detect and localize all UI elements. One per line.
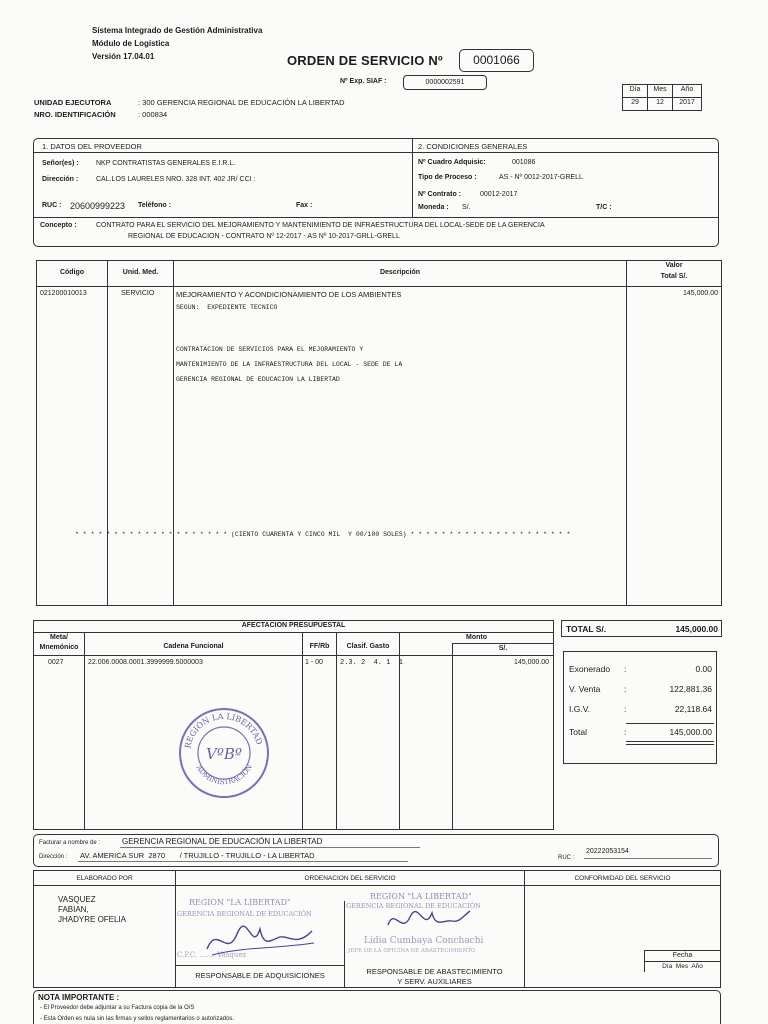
signature-table bbox=[33, 870, 721, 988]
venta-sep: : bbox=[624, 684, 627, 694]
stamp-2-line2: GERENCIA REGIONAL DE EDUCACIÓN bbox=[346, 902, 481, 910]
igv-sep: : bbox=[624, 704, 627, 714]
igv-value: 22,118.64 bbox=[674, 704, 712, 714]
system-name: Sistema Integrado de Gestión Administrativa bbox=[92, 26, 263, 35]
invoice-ruc: 20222053154 bbox=[586, 848, 629, 855]
budget-ff: 1 - 00 bbox=[305, 659, 323, 666]
vb-stamp-center: VºBº bbox=[206, 745, 242, 763]
resp-abastecimiento-2: Y SERV. AUXILIARES bbox=[397, 977, 472, 986]
siaf-box bbox=[403, 75, 487, 90]
budget-clasif-header: Clasif. Gasto bbox=[346, 643, 390, 650]
provider-address-label: Dirección : bbox=[42, 176, 79, 183]
invoice-to-label: Facturar a nombre de : bbox=[39, 840, 101, 846]
budget-table bbox=[33, 620, 554, 830]
breakdown-total-value: 145,000.00 bbox=[669, 727, 712, 737]
moneda-label: Moneda : bbox=[418, 204, 449, 211]
provider-ruc: 20600999223 bbox=[70, 201, 126, 211]
invoice-to-box bbox=[33, 834, 719, 867]
siaf-label: Nº Exp. SIAF : bbox=[340, 78, 387, 85]
vb-stamp-ring-text: REGIÓN LA LIBERTAD bbox=[183, 711, 264, 750]
date-year-header: Año bbox=[680, 86, 694, 93]
stamp-1-line3: C.P.C. ....... Vasquez bbox=[177, 951, 247, 959]
module-name: Módulo de Logística bbox=[92, 39, 170, 48]
item-valor: 145,000.00 bbox=[682, 290, 718, 297]
item-desc-line1: SEGUN: EXPEDIENTE TECNICO bbox=[176, 304, 278, 311]
date-year: 2017 bbox=[679, 99, 695, 106]
budget-heading: AFECTACION PRESUPUESTAL bbox=[241, 622, 346, 629]
budget-monto-header: Monto bbox=[466, 634, 487, 641]
stamp-2-line1: REGIÓN "LA LIBERTAD" bbox=[370, 892, 472, 901]
invoice-to-name: GERENCIA REGIONAL DE EDUCACIÓN LA LIBERTAD bbox=[122, 837, 323, 846]
nota-heading: NOTA IMPORTANTE : bbox=[38, 993, 120, 1002]
vb-stamp-sub-text: ADMINISTRACIÓN bbox=[194, 763, 255, 787]
item-desc-line4: GERENCIA REGIONAL DE EDUCACION LA LIBERTAD bbox=[176, 376, 340, 383]
col-unid: Unid. Med. bbox=[122, 269, 159, 276]
item-desc-title: MEJORAMIENTO Y ACONDICIONAMIENTO DE LOS AMBIENTES bbox=[176, 290, 402, 299]
fecha-sub-label: Día Mes Año bbox=[662, 963, 703, 970]
provider-ruc-label: RUC : bbox=[42, 202, 62, 209]
order-number: 0001066 bbox=[473, 53, 520, 67]
invoice-ruc-label: RUC : bbox=[558, 855, 575, 861]
nota-line1: - El Proveedor debe adjuntar a su Factura copia de la O/S bbox=[40, 1005, 195, 1011]
ordenacion-header: ORDENACION DEL SERVICIO bbox=[304, 875, 396, 882]
total-box bbox=[561, 620, 722, 637]
order-title: ORDEN DE SERVICIO Nº bbox=[287, 53, 443, 68]
unit-exec-value: : 300 GERENCIA REGIONAL DE EDUCACIÓN LA LIBERTAD bbox=[138, 98, 345, 107]
stamp-1-line1: REGIÓN "LA LIBERTAD" bbox=[189, 898, 291, 907]
stamp-1-line2: GERENCIA REGIONAL DE EDUCACIÓN bbox=[177, 910, 312, 918]
elaborado-name-3: JHADYRE OFELIA bbox=[58, 915, 127, 924]
resp-abastecimiento-1: RESPONSABLE DE ABASTECIMIENTO bbox=[366, 967, 503, 976]
order-number-box bbox=[459, 49, 534, 72]
unit-id-label: NRO. IDENTIFICACIÓN bbox=[34, 110, 116, 119]
svg-text:REGIÓN LA LIBERTAD bbox=[183, 712, 264, 749]
version-label: Versión 17.04.01 bbox=[92, 52, 155, 61]
elaborado-name-1: VASQUEZ bbox=[58, 895, 96, 904]
venta-value: 122,881.36 bbox=[669, 684, 712, 694]
provider-conditions-box bbox=[33, 138, 719, 247]
date-month-header: Mes bbox=[653, 86, 667, 93]
budget-soles-header: S/. bbox=[498, 645, 508, 652]
col-codigo: Código bbox=[59, 269, 85, 276]
col-descripcion: Descripción bbox=[379, 269, 421, 276]
budget-meta-header: Meta/ bbox=[50, 634, 68, 641]
signature-2-icon bbox=[384, 905, 474, 939]
signature-1-icon bbox=[202, 919, 322, 959]
venta-label: V. Venta bbox=[569, 684, 601, 694]
provider-address: CAL.LOS LAURELES NRO. 328 INT. 402 JR/ CCI : bbox=[96, 176, 256, 183]
totals-breakdown bbox=[563, 651, 717, 764]
conformidad-header: CONFORMIDAD DEL SERVICIO bbox=[574, 875, 671, 882]
amount-in-words: * * * * * * * * * * * * * * * * * * * * (CIENTO CUARENTA Y CINCO MIL Y 00/100 SOLES) * * * * * * * * * * * * * * * * * * * * * bbox=[75, 531, 571, 538]
invoice-address-label: Dirección : bbox=[39, 854, 68, 860]
breakdown-total-label: Total bbox=[569, 727, 587, 737]
date-month: 12 bbox=[656, 99, 664, 106]
elaborado-name-2: FABIAN, bbox=[58, 905, 89, 914]
tipo-proceso-value: AS - Nº 0012-2017-GRELL bbox=[499, 174, 583, 181]
stamp-2-line3: Lidia Cumbaya Conchachi bbox=[364, 936, 484, 946]
exonerado-label: Exonerado bbox=[569, 664, 611, 674]
date-day: 29 bbox=[631, 99, 639, 106]
contrato-label: Nº Contrato : bbox=[418, 191, 461, 198]
conditions-heading: 2. CONDICIONES GENERALES bbox=[418, 142, 528, 151]
invoice-address: AV. AMERICA SUR 2870 / TRUJILLO - TRUJILLO - LA LIBERTAD bbox=[80, 851, 315, 860]
siaf-number: 0000002591 bbox=[425, 79, 465, 86]
cuadro-label: Nº Cuadro Adquisic: bbox=[418, 159, 486, 166]
fecha-label: Fecha bbox=[672, 952, 693, 959]
budget-clasif: 2.3. 2 4. 1 1 bbox=[340, 659, 404, 667]
contrato-value: 00012-2017 bbox=[480, 191, 518, 198]
budget-meta: 0027 bbox=[48, 659, 64, 666]
budget-cadena: 22.006.0008.0001.3999999.5000003 bbox=[88, 659, 203, 666]
item-desc-line2: CONTRATACION DE SERVICIOS PARA EL MEJORAMIENTO Y bbox=[176, 346, 364, 353]
items-table bbox=[36, 260, 722, 606]
conformidad-date-box bbox=[644, 950, 720, 972]
budget-ff-header: FF/Rb bbox=[309, 643, 330, 650]
budget-mnemonico-header: Mnemónico bbox=[39, 644, 79, 651]
budget-cadena-header: Cadena Funcional bbox=[163, 643, 224, 650]
total-value: 145,000.00 bbox=[675, 624, 718, 634]
total-label: TOTAL S/. bbox=[566, 624, 607, 634]
provider-name-label: Señor(es) : bbox=[42, 160, 79, 167]
provider-name: NKP CONTRATISTAS GENERALES E.I.R.L. bbox=[96, 160, 236, 167]
concepto-line2: REGIONAL DE EDUCACION - CONTRATO Nº 12-2017 - AS Nº 10-2017-GRLL-GRELL bbox=[128, 233, 400, 240]
unit-exec-label: UNIDAD EJECUTORA bbox=[34, 98, 112, 107]
nota-line2: - Esta Orden es nula sin las firmas y sellos reglamentarios o autorizados. bbox=[40, 1016, 235, 1022]
provider-heading: 1. DATOS DEL PROVEEDOR bbox=[42, 142, 142, 151]
svg-text:ADMINISTRACIÓN bbox=[194, 763, 254, 786]
col-valor-total: Total S/. bbox=[660, 273, 688, 280]
vb-stamp bbox=[174, 703, 274, 803]
tipo-proceso-label: Tipo de Proceso : bbox=[418, 174, 477, 181]
nota-box bbox=[33, 990, 721, 1024]
stamp-2-line4: JEFE DE LA OFICINA DE ABASTECIMIENTO bbox=[348, 948, 476, 954]
date-box bbox=[622, 84, 702, 111]
item-codigo: 021200010013 bbox=[40, 290, 87, 297]
unit-id-value: : 000834 bbox=[138, 110, 168, 119]
date-day-header: Día bbox=[629, 86, 641, 93]
resp-adquisiciones: RESPONSABLE DE ADQUISICIONES bbox=[195, 971, 325, 980]
provider-phone-label: Teléfono : bbox=[138, 202, 171, 209]
tc-label: T/C : bbox=[596, 204, 612, 211]
exonerado-value: 0.00 bbox=[695, 664, 712, 674]
budget-monto: 145,000.00 bbox=[513, 659, 549, 666]
concepto-label: Concepto : bbox=[40, 222, 77, 229]
item-desc-line3: MANTENIMIENTO DE LA INFRAESTRUCTURA DEL LOCAL - SEDE DE LA bbox=[176, 361, 403, 368]
breakdown-total-sep: : bbox=[624, 727, 627, 737]
col-valor: Valor bbox=[665, 262, 683, 269]
cuadro-value: 001086 bbox=[512, 159, 536, 166]
exonerado-sep: : bbox=[624, 664, 627, 674]
elaborado-header: ELABORADO POR bbox=[76, 875, 133, 882]
concepto-line1: CONTRATO PARA EL SERVICIO DEL MEJORAMIENTO Y MANTENIMIENTO DE INFRAESTRUCTURA DEL LOCAL-SEDE DE LA GERENCIA bbox=[96, 222, 545, 229]
moneda-value: S/. bbox=[462, 204, 471, 211]
igv-label: I.G.V. bbox=[569, 704, 590, 714]
item-unid: SERVICIO bbox=[121, 290, 155, 297]
provider-fax-label: Fax : bbox=[296, 202, 313, 209]
